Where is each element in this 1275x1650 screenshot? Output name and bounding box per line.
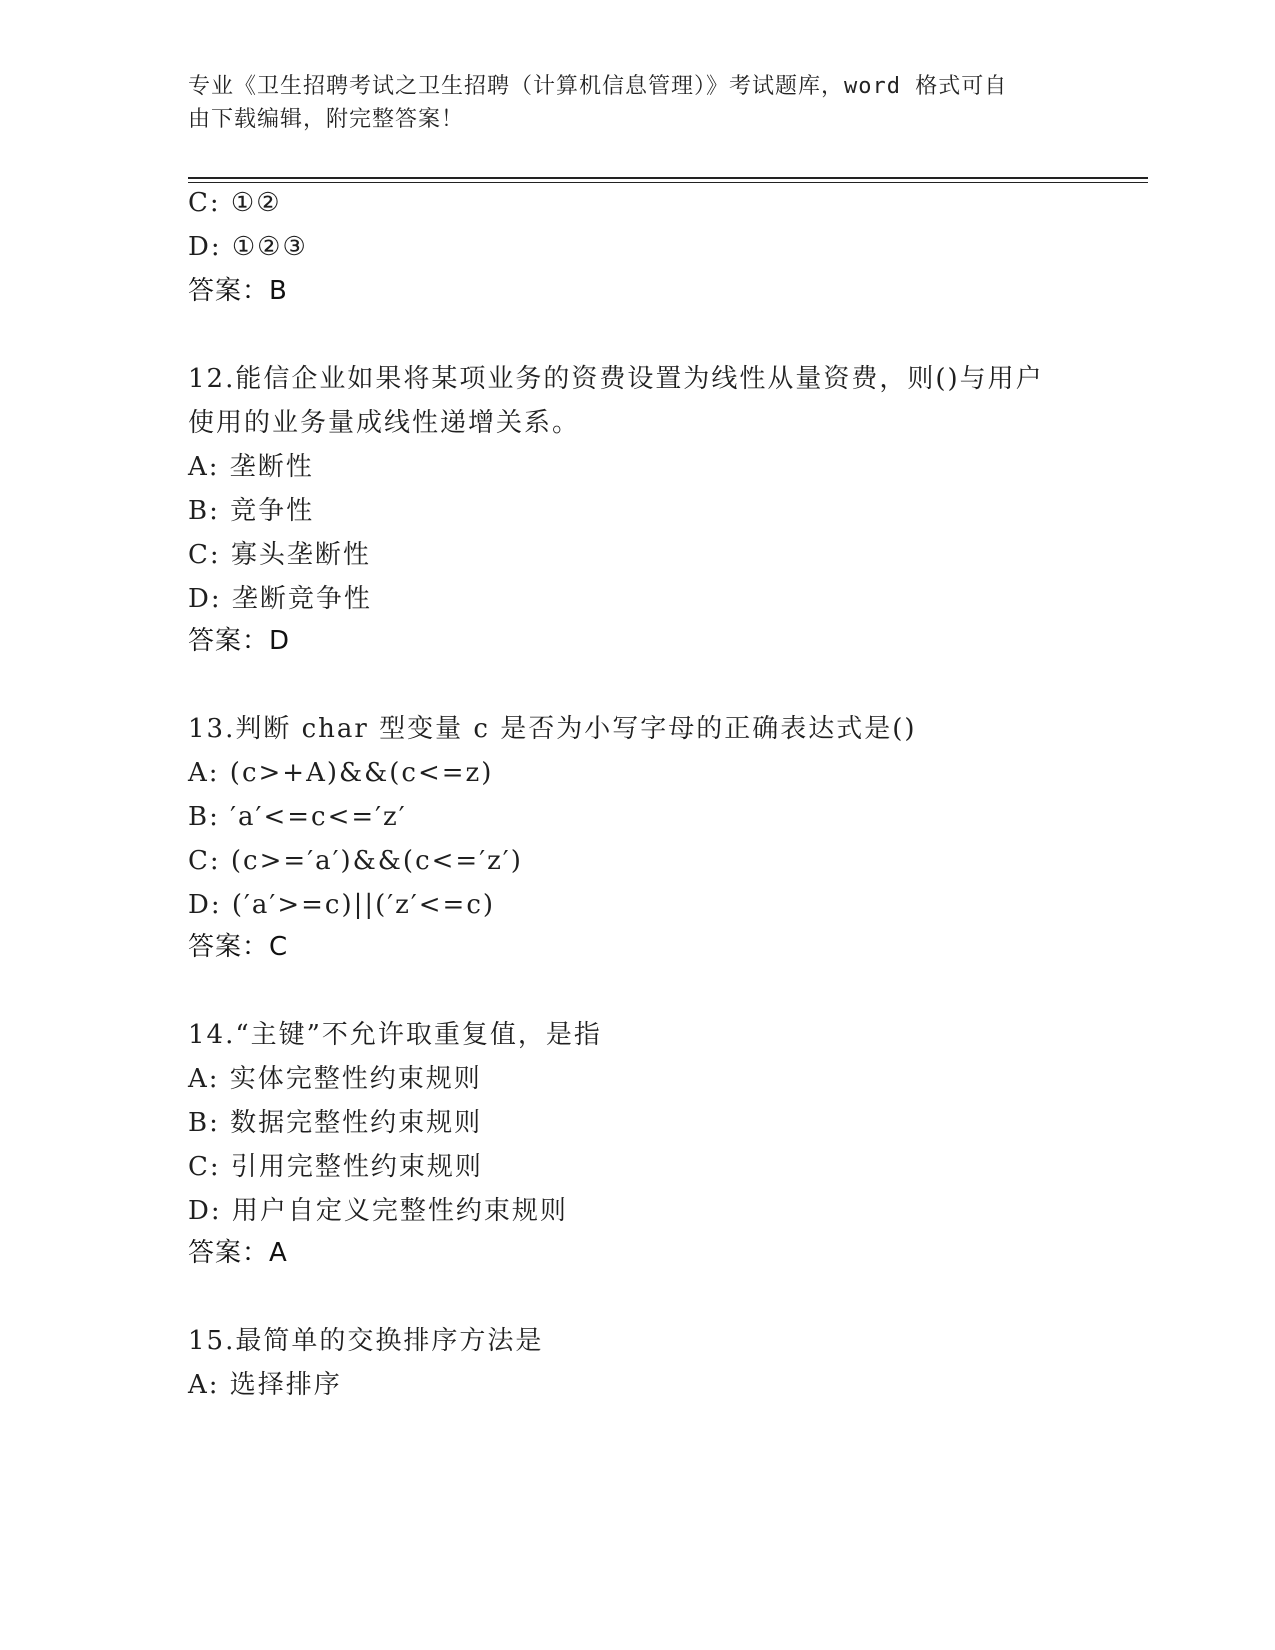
q12-option-a: A: 垄断性 <box>188 452 314 482</box>
q13-option-a: A: (c>+A)&&(c<=z) <box>188 758 494 788</box>
q12-option-c: C: 寡头垄断性 <box>188 540 371 570</box>
q12-option-b: B: 竞争性 <box>188 496 315 526</box>
q15-stem: 15.最简单的交换排序方法是 <box>188 1326 544 1356</box>
q12-option-d: D: 垄断竞争性 <box>188 584 372 614</box>
header-line-2: 由下载编辑，附完整答案！ <box>188 107 465 132</box>
document-header <box>188 70 1068 136</box>
header-divider-thin <box>188 182 1148 183</box>
q14-option-d: D: 用户自定义完整性约束规则 <box>188 1196 568 1226</box>
header-divider-thick <box>188 177 1148 179</box>
q14-stem: 14.“主键”不允许取重复值，是指 <box>188 1020 602 1050</box>
q12-stem-line-1: 12.能信企业如果将某项业务的资费设置为线性从量资费，则()与用户 <box>188 364 1044 394</box>
q13-option-d: D: (′a′>=c)||(′z′<=c) <box>188 890 496 920</box>
q14-option-b: B: 数据完整性约束规则 <box>188 1108 483 1138</box>
header-line-1: 专业《卫生招聘考试之卫生招聘（计算机信息管理）》考试题库，word 格式可自 <box>188 74 1008 99</box>
q14-answer: 答案：A <box>188 1238 288 1268</box>
q13-option-c: C: (c>=′a′)&&(c<=′z′) <box>188 846 523 876</box>
prev-answer: 答案：B <box>188 276 288 306</box>
q14-option-c: C: 引用完整性约束规则 <box>188 1152 483 1182</box>
q15-option-a: A: 选择排序 <box>188 1370 342 1400</box>
prev-option-c: C: ①② <box>188 188 282 218</box>
q14-option-a: A: 实体完整性约束规则 <box>188 1064 482 1094</box>
q13-option-b: B: ′a′<=c<=′z′ <box>188 802 407 832</box>
q13-stem: 13.判断 char 型变量 c 是否为小写字母的正确表达式是() <box>188 714 917 744</box>
q12-stem-line-2: 使用的业务量成线性递增关系。 <box>188 408 581 438</box>
prev-option-d: D: ①②③ <box>188 232 308 262</box>
q12-answer: 答案：D <box>188 626 291 656</box>
q13-answer: 答案：C <box>188 932 289 962</box>
